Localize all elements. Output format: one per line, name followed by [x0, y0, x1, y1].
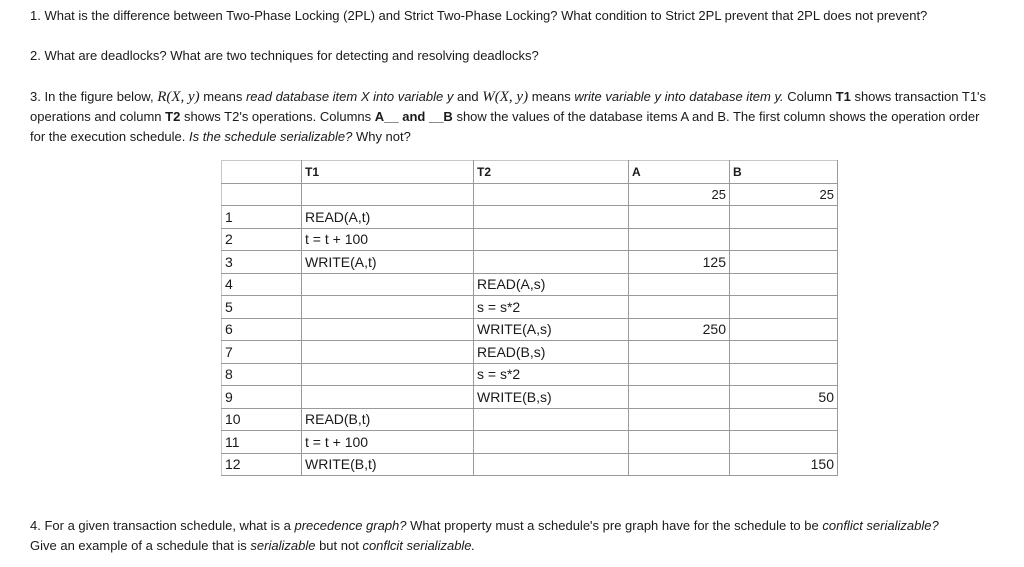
t1-cell: READ(A,t) — [302, 206, 474, 229]
b-cell: 150 — [730, 453, 838, 476]
a-cell: 250 — [629, 318, 730, 341]
q4-em-precedence: precedence graph? — [294, 518, 407, 533]
question-1 — [30, 6, 1018, 26]
initial-t2 — [474, 183, 629, 206]
t2-cell: READ(B,s) — [474, 341, 629, 364]
t1-cell: t = t + 100 — [302, 228, 474, 251]
t1-cell — [302, 341, 474, 364]
table-row — [222, 273, 838, 296]
b-cell — [730, 363, 838, 386]
header-order — [222, 161, 302, 184]
q4-part: What property must a schedule's pre graph have for the schedule to be — [406, 518, 823, 533]
initial-a: 25 — [629, 183, 730, 206]
order-cell: 2 — [222, 228, 302, 251]
order-cell: 4 — [222, 273, 302, 296]
question-4 — [30, 516, 964, 556]
q4-em-serializable: serializable — [250, 538, 316, 553]
schedule-table — [221, 160, 838, 476]
t1-cell: READ(B,t) — [302, 408, 474, 431]
table-row — [222, 386, 838, 409]
t2-cell: WRITE(B,s) — [474, 386, 629, 409]
q4-em-conflict: conflict serializable? — [822, 518, 939, 533]
order-cell: 6 — [222, 318, 302, 341]
order-cell: 1 — [222, 206, 302, 229]
initial-t1 — [302, 183, 474, 206]
initial-b: 25 — [730, 183, 838, 206]
q4-part: 4. For a given transaction schedule, what is a — [30, 518, 295, 533]
t2-cell — [474, 228, 629, 251]
b-cell: 50 — [730, 386, 838, 409]
b-cell — [730, 273, 838, 296]
q3-part: shows T2's operations. Columns — [180, 109, 375, 124]
q3-em-read: read database item X into variable y — [245, 89, 454, 104]
b-cell — [730, 251, 838, 274]
header-t2: T2 — [474, 161, 629, 184]
q3-part: Why not? — [352, 129, 411, 144]
t1-cell — [302, 296, 474, 319]
q3-math-write: W(X, y) — [482, 89, 529, 105]
b-cell — [730, 408, 838, 431]
t1-cell: WRITE(A,t) — [302, 251, 474, 274]
q3-part: 3. In the figure below, — [30, 89, 158, 104]
t1-cell — [302, 363, 474, 386]
table-row — [222, 206, 838, 229]
order-cell: 5 — [222, 296, 302, 319]
t2-cell — [474, 431, 629, 454]
q3-part: means — [528, 89, 575, 104]
t2-cell: s = s*2 — [474, 296, 629, 319]
b-cell — [730, 318, 838, 341]
t2-cell: READ(A,s) — [474, 273, 629, 296]
question-1-text: 1. What is the difference between Two-Phase Locking (2PL) and Strict Two-Phase Locking? What condition to Strict 2PL prevent that 2PL does not prevent? — [30, 8, 928, 23]
a-cell: 125 — [629, 251, 730, 274]
q3-em-write: write variable y into database item y. — [574, 89, 784, 104]
q4-em-conflcit: conflcit serializable. — [362, 538, 476, 553]
t1-cell: WRITE(B,t) — [302, 453, 474, 476]
t1-cell — [302, 386, 474, 409]
order-cell: 12 — [222, 453, 302, 476]
t2-cell: s = s*2 — [474, 363, 629, 386]
a-cell — [629, 363, 730, 386]
a-cell — [629, 228, 730, 251]
t1-cell: t = t + 100 — [302, 431, 474, 454]
initial-values-row — [222, 183, 838, 206]
table-header-row — [222, 161, 838, 184]
t1-cell — [302, 273, 474, 296]
t2-cell — [474, 206, 629, 229]
a-cell — [629, 408, 730, 431]
t2-cell: WRITE(A,s) — [474, 318, 629, 341]
table-row — [222, 251, 838, 274]
initial-order — [222, 183, 302, 206]
question-3 — [30, 87, 994, 147]
table-row — [222, 453, 838, 476]
table-row — [222, 228, 838, 251]
q3-bold-t1: T1 — [835, 89, 851, 104]
q3-math-read: R(X, y) — [157, 89, 200, 105]
q3-bold-t2: T2 — [165, 109, 181, 124]
header-b: B — [730, 161, 838, 184]
q4-part: but not — [315, 538, 363, 553]
b-cell — [730, 228, 838, 251]
order-cell: 9 — [222, 386, 302, 409]
q4-part: Give an example of a schedule that is — [30, 538, 251, 553]
b-cell — [730, 341, 838, 364]
q3-bold-ab: A__ and __B — [374, 109, 453, 124]
order-cell: 11 — [222, 431, 302, 454]
table-row — [222, 363, 838, 386]
order-cell: 10 — [222, 408, 302, 431]
b-cell — [730, 431, 838, 454]
table-row — [222, 431, 838, 454]
table-row — [222, 296, 838, 319]
a-cell — [629, 386, 730, 409]
t2-cell — [474, 453, 629, 476]
t1-cell — [302, 318, 474, 341]
a-cell — [629, 206, 730, 229]
t2-cell — [474, 408, 629, 431]
header-a: A — [629, 161, 730, 184]
t2-cell — [474, 251, 629, 274]
table-row — [222, 408, 838, 431]
a-cell — [629, 273, 730, 296]
q3-part: means — [199, 89, 246, 104]
a-cell — [629, 341, 730, 364]
q3-part: show the values of the database items A and B. The first column shows the operation order for the execution schedule. — [30, 109, 980, 144]
b-cell — [730, 296, 838, 319]
table-row — [222, 318, 838, 341]
a-cell — [629, 453, 730, 476]
question-2-text: 2. What are deadlocks? What are two techniques for detecting and resolving deadlocks? — [30, 48, 539, 63]
order-cell: 3 — [222, 251, 302, 274]
table-row — [222, 341, 838, 364]
a-cell — [629, 431, 730, 454]
q3-part: shows transaction T1's operations and column — [30, 89, 987, 124]
question-2 — [30, 46, 1018, 66]
q3-em-question: Is the schedule serializable? — [189, 129, 353, 144]
order-cell: 7 — [222, 341, 302, 364]
q3-part: Column — [783, 89, 836, 104]
order-cell: 8 — [222, 363, 302, 386]
header-t1: T1 — [302, 161, 474, 184]
b-cell — [730, 206, 838, 229]
q3-part: and — [453, 89, 483, 104]
a-cell — [629, 296, 730, 319]
